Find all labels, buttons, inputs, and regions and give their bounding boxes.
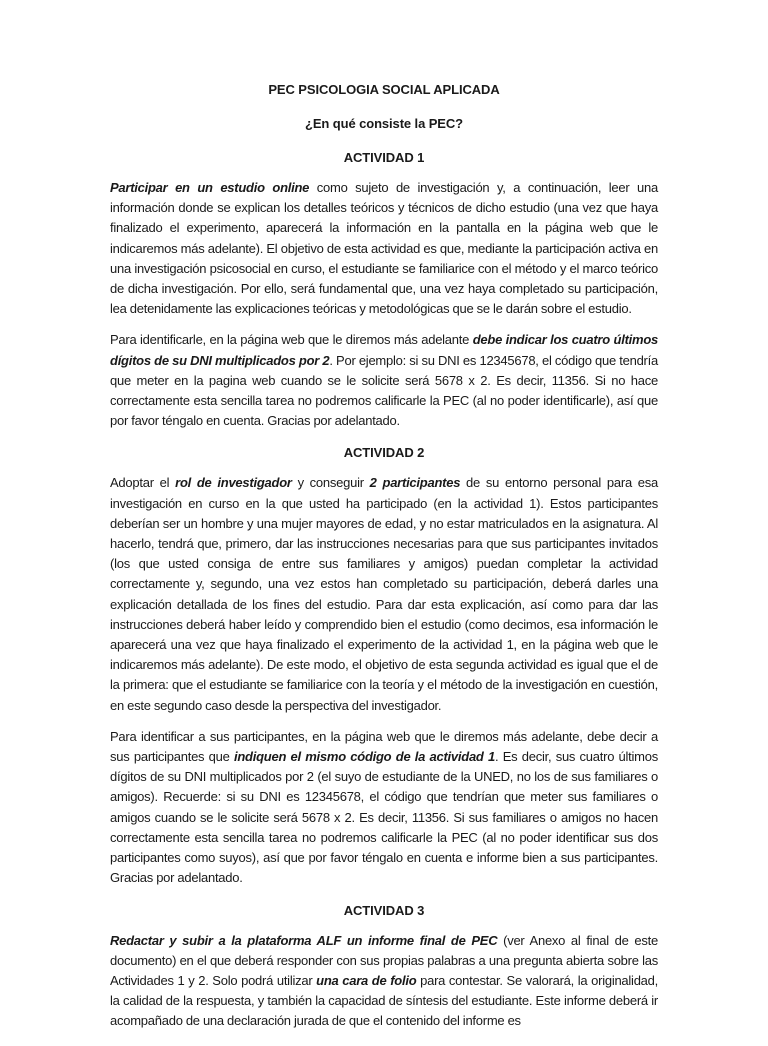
document-body: [110, 150, 658, 1032]
paragraph-text: y conseguir: [291, 475, 370, 491]
emphasis-text: 2 participantes: [369, 475, 461, 491]
paragraph-text: . Por ejemplo: si su DNI es 12345678, el código que tendría que meter en la pagina web cuando se le solicite será 5678 x 2. Es decir, 11356. Si no hace correctamente esta sencilla tarea no podremos calificarle la PEC (al no poder identificarle), así que por favor téngalo en cuenta. Gracias por adelantado.: [110, 352, 658, 429]
section-heading: ACTIVIDAD 3: [343, 902, 425, 918]
paragraph-text: Para identificarle, en la página web que le diremos más adelante: [110, 332, 473, 348]
body-paragraph: [110, 931, 658, 1032]
paragraph-text: . Es decir, sus cuatro últimos dígitos de su DNI multiplicados por 2 (el suyo de estudiante de la UNED, no los de sus familiares o amigos). Recuerde: si su DNI es 12345678, el código que tendrían que meter sus familiares o amigos cuando se le solicite será 5678 x 2. Es decir, 11356. Si sus familiares o amigos no hacen correctamente esta sencilla tarea no podremos calificarle la PEC (al no poder identificar sus dos participantes como suyos), así que por favor téngalo en cuenta e informe bien a sus participantes. Gracias por adelantado.: [110, 749, 658, 886]
paragraph-text: para contestar. Se valorará, la originalidad, la calidad de la respuesta, y también la capacidad de síntesis del estudiante. Este informe deberá ir acompañado de una declaración jurada de que el contenido del informe es: [110, 972, 658, 1029]
body-paragraph: [110, 178, 658, 319]
paragraph-text: Adoptar el: [110, 475, 176, 491]
body-paragraph: [110, 473, 658, 715]
emphasis-text: una cara de folio: [316, 972, 417, 988]
section-heading: ACTIVIDAD 2: [343, 445, 425, 461]
paragraph-text: de su entorno personal para esa investigación en curso en la que usted ha participado (en la actividad 1). Estos participantes deberían ser un hombre y una mujer mayores de edad, y no estar matriculados en la asignatura. Al hacerlo, tendrá que, primero, dar las instrucciones necesarias para que sus participantes invitados (los que usted consiga de entre sus familiares y amigos) puedan completar la actividad correctamente y, segundo, una vez estos han completado su participación, deberá darles una explicación detallada de los fines del estudio. Para dar esta explicación, así como para dar las instrucciones deberá haber leído y comprendido bien el estudio (como decimos, esa información le aparecerá una vez que haya finalizado el experimento de la actividad 1, en la página web que le indicaremos más adelante). De este modo, el objetivo de esta segunda actividad es igual que el de la primera: que el estudiante se familiarice con la teoría y el método de la investigación en cuestión, en este segundo caso desde la perspectiva del investigador.: [110, 475, 658, 713]
emphasis-text: debe indicar los cuatro últimos dígitos de su DNI multiplicados por 2: [110, 332, 658, 368]
document-page: [110, 82, 658, 1046]
document-title: PEC PSICOLOGIA SOCIAL APLICADA: [268, 82, 500, 97]
paragraph-text: como sujeto de investigación y, a continuación, leer una información donde se explican los detalles teóricos y técnicos de dicho estudio (una vez que haya finalizado el experimento, aparecerá la información en la pantalla en la página web que le indicaremos más adelante). El objetivo de esta actividad es que, mediante la participación activa en una investigación psicosocial en curso, el estudiante se familiarice con el método y el marco teórico de dicha investigación. Por ello, será fundamental que, una vez haya completado su participación, lea detenidamente las explicaciones teóricas y metodológicas que se le darán sobre el estudio.: [110, 180, 658, 317]
body-paragraph: [110, 727, 658, 889]
emphasis-text: Redactar y subir a la plataforma ALF un informe final de PEC: [110, 932, 498, 948]
body-paragraph: [110, 330, 658, 431]
paragraph-text: Para identificar a sus participantes, en la página web que le diremos más adelante, debe decir a sus participantes que: [110, 728, 658, 765]
emphasis-text: indiquen el mismo código de la actividad 1: [234, 749, 495, 765]
paragraph-text: (ver Anexo al final de este documento) en el que deberá responder con sus propias palabras a una pregunta abierta sobre las Actividades 1 y 2. Solo podrá utilizar: [110, 932, 658, 988]
emphasis-text: Participar en un estudio online: [110, 180, 310, 195]
section-heading: ACTIVIDAD 1: [343, 150, 425, 165]
document-subtitle: ¿En qué consiste la PEC?: [305, 116, 463, 131]
emphasis-text: rol de investigador: [175, 475, 292, 491]
